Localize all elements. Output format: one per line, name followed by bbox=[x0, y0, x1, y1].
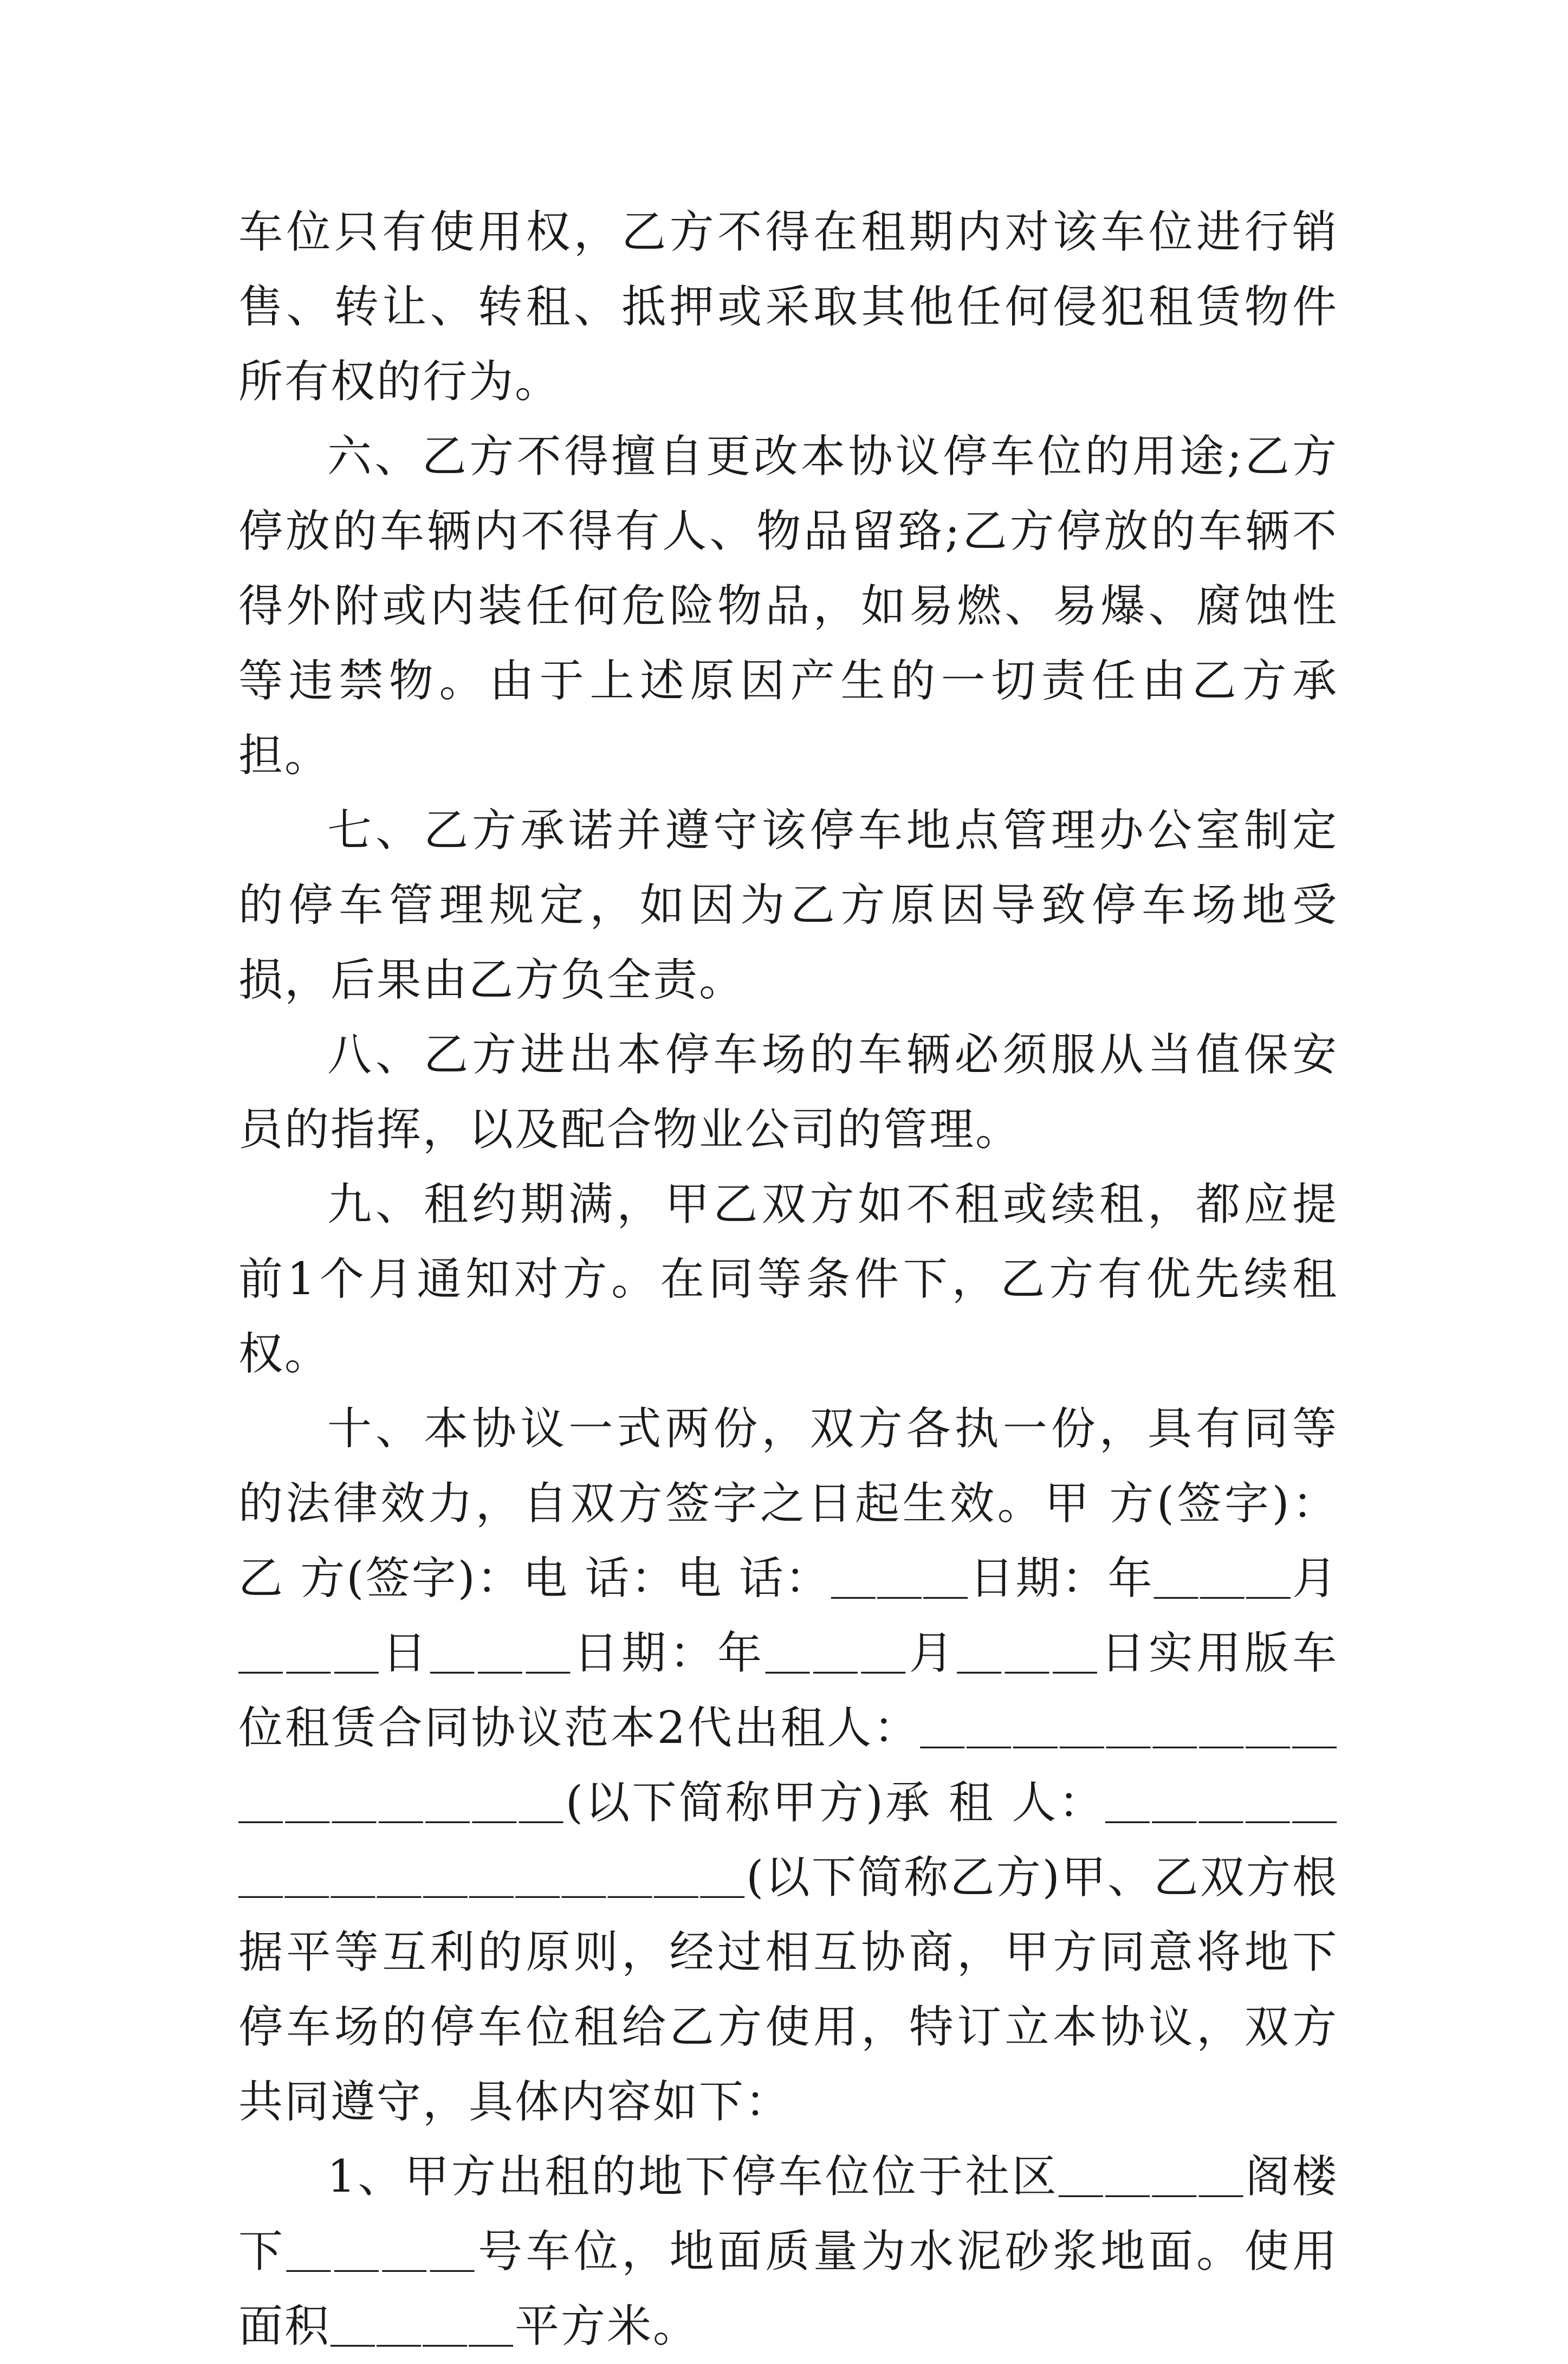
paragraph-continuation: 车位只有使用权，乙方不得在租期内对该车位进行销售、转让、转租、抵押或采取其他任何侵犯租赁物件所有权的行为。 bbox=[238, 206, 1338, 408]
paragraph-clause-7: 七、乙方承诺并遵守该停车地点管理办公室制定的停车管理规定，如因为乙方原因导致停车场地受损，后果由乙方负全责。 bbox=[238, 805, 1338, 1006]
paragraph-clause-8: 八、乙方进出本停车场的车辆必须服从当值保安员的指挥，以及配合物业公司的管理。 bbox=[238, 1029, 1338, 1155]
document-body bbox=[238, 195, 1338, 2364]
paragraph-clause-6: 六、乙方不得擅自更改本协议停车位的用途;乙方停放的车辆内不得有人、物品留臵;乙方停放的车辆不得外附或内装任何危险物品，如易燃、易爆、腐蚀性等违禁物。由于上述原因产生的一切责任由乙方承担。 bbox=[238, 431, 1338, 781]
paragraph-item-1: 1、甲方出租的地下停车位位于社区＿＿＿＿阁楼下＿＿＿＿号车位，地面质量为水泥砂浆地面。使用面积＿＿＿＿平方米。 bbox=[238, 2151, 1338, 2352]
paragraph-clause-10: 十、本协议一式两份，双方各执一份，具有同等的法律效力，自双方签字之日起生效。甲 方(签字)： 乙 方(签字)：电 话：电 话：＿＿＿日期：年＿＿＿月＿＿＿日＿＿＿日期：年＿＿＿月＿＿＿日实用版车位租赁合同协议范本2代出租人：＿＿＿＿＿＿＿＿＿＿＿＿＿＿＿＿(以下简称甲方)承 租 人：＿＿＿＿＿＿＿＿＿＿＿＿＿＿＿＿(以下简称乙方)甲、乙双方根据平等互利的原则，经过相互协商，甲方同意将地下停车场的停车位租给乙方使用，特订立本协议，双方共同遵守，具体内容如下： bbox=[238, 1403, 1338, 2128]
paragraph-clause-9: 九、租约期满，甲乙双方如不租或续租，都应提前1个月通知对方。在同等条件下，乙方有优先续租权。 bbox=[238, 1179, 1338, 1380]
